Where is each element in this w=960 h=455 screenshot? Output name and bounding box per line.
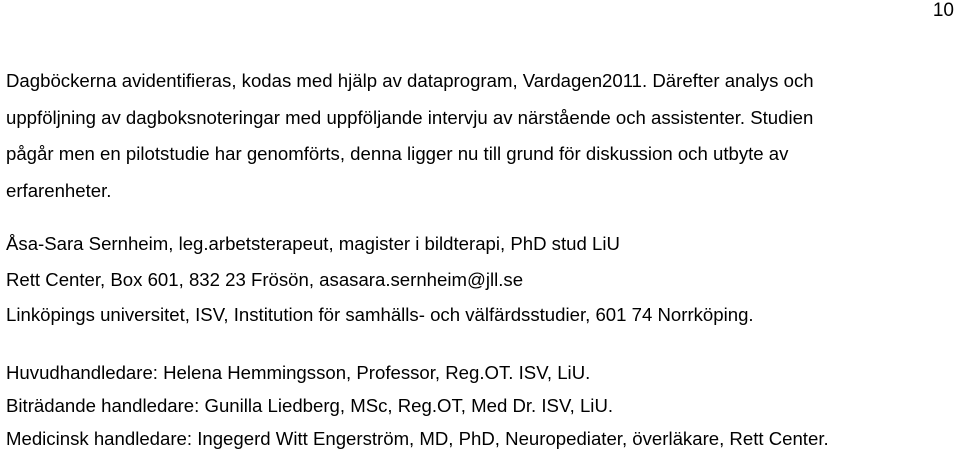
assistant-supervisor-line: Biträdande handledare: Gunilla Liedberg, MSc, Reg.OT, Med Dr. ISV, LiU. xyxy=(6,395,614,416)
author-affiliation-line: Linköpings universitet, ISV, Institution för samhälls- och välfärdsstudier, 601 74 Norrköping. xyxy=(6,304,754,325)
medical-supervisor-line: Medicinsk handledare: Ingegerd Witt Engerström, MD, PhD, Neuropediater, överläkare, Rett Center. xyxy=(6,428,829,449)
intro-line: Dagböckerna avidentifieras, kodas med hjälp av dataprogram, Vardagen2011. Därefter analys och xyxy=(6,70,814,91)
intro-line: pågår men en pilotstudie har genomförts, denna ligger nu till grund för diskussion och utbyte av xyxy=(6,143,789,164)
intro-line: uppföljning av dagboksnoteringar med uppföljande intervju av närstående och assistenter. Studien xyxy=(6,106,814,128)
main-supervisor-line: Huvudhandledare: Helena Hemmingsson, Professor, Reg.OT. ISV, LiU. xyxy=(6,362,591,383)
author-name-line: Åsa-Sara Sernheim, leg.arbetsterapeut, magister i bildterapi, PhD stud LiU xyxy=(6,233,620,254)
intro-paragraph xyxy=(6,63,956,209)
author-block xyxy=(6,226,956,333)
supervisors-block xyxy=(6,356,956,455)
intro-line: erfarenheter. xyxy=(6,179,112,201)
page-number: 10 xyxy=(932,0,954,21)
author-address-line: Rett Center, Box 601, 832 23 Frösön, asasara.sernheim@jll.se xyxy=(6,268,524,290)
